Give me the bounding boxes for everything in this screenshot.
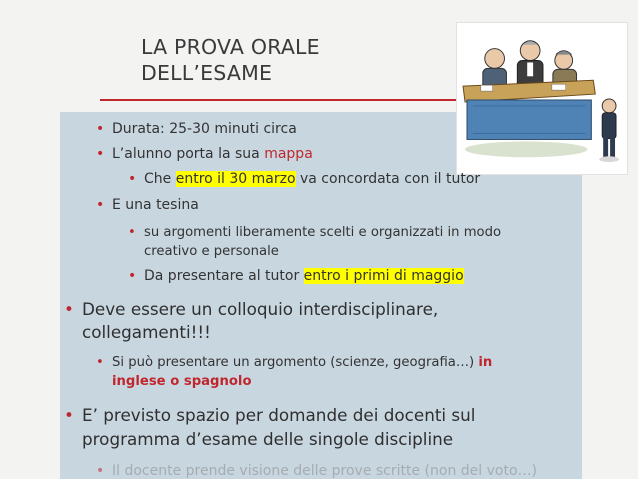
sub-bullet-thesis-topics — [128, 224, 501, 242]
highlight-march-deadline: entro il 30 marzo — [175, 171, 296, 187]
sub-bullet-text: Da presentare al tutor — [144, 268, 304, 284]
exam-committee-illustration-icon — [457, 23, 627, 174]
bullet-cutoff-text: Il docente prende visione delle prove scritte (non del voto…) — [112, 463, 537, 479]
sub-bullet-text-suffix: va concordata con il tutor — [295, 171, 481, 187]
bullet-glyph: • — [128, 225, 136, 240]
sub-bullet-text: su argomenti liberamente scelti e organizzati in modo — [144, 225, 502, 240]
slide-title — [141, 34, 320, 86]
language-keyword-cont: inglese o spagnolo — [112, 374, 252, 389]
sub-bullet-thesis-deadline — [128, 267, 464, 286]
sub-bullet-text: Che — [144, 171, 176, 187]
bullet-cutoff — [96, 462, 537, 479]
bullet-colloquio-text: Deve essere un colloquio interdisciplinare, — [82, 299, 439, 319]
bullet-glyph: • — [96, 197, 105, 213]
highlight-may-deadline: entro i primi di maggio — [303, 268, 464, 284]
bullet-glyph: • — [64, 299, 74, 319]
bullet-glyph: • — [96, 355, 104, 370]
title-divider — [100, 99, 472, 101]
bullet-thesis-text: E una tesina — [112, 197, 199, 213]
bullet-duration — [96, 120, 297, 139]
title-line-2: DELL’ESAME — [141, 61, 273, 85]
language-keyword-in: in — [478, 355, 493, 370]
bullet-glyph: • — [96, 121, 105, 137]
bullet-questions-text: E’ previsto spazio per domande dei docenti sul — [82, 405, 476, 425]
bullet-colloquio-cont: collegamenti!!! — [82, 322, 211, 342]
bullet-questions — [64, 404, 475, 426]
bullet-glyph: • — [128, 268, 137, 284]
sub-bullet-language — [96, 354, 492, 372]
bullet-map-text: L’alunno porta la sua — [112, 146, 265, 162]
bullet-glyph: • — [128, 171, 137, 187]
map-keyword: mappa — [264, 146, 313, 162]
bullet-glyph: • — [96, 146, 105, 162]
sub-bullet-map-deadline — [128, 170, 480, 189]
bullet-glyph: • — [64, 405, 74, 425]
title-line-1: LA PROVA ORALE — [141, 35, 320, 59]
bullet-duration-text: Durata: 25-30 minuti circa — [112, 121, 297, 137]
exam-committee-illustration — [456, 22, 628, 175]
bullet-colloquio — [64, 298, 438, 320]
bullet-map — [96, 145, 313, 164]
sub-bullet-thesis-topics-cont: creativo e personale — [144, 244, 279, 259]
bullet-glyph: • — [96, 463, 105, 479]
bullet-thesis — [96, 196, 199, 215]
sub-bullet-text: Si può presentare un argomento (scienze, geografia…) — [112, 355, 479, 370]
bullet-questions-cont: programma d’esame delle singole discipline — [82, 429, 454, 449]
